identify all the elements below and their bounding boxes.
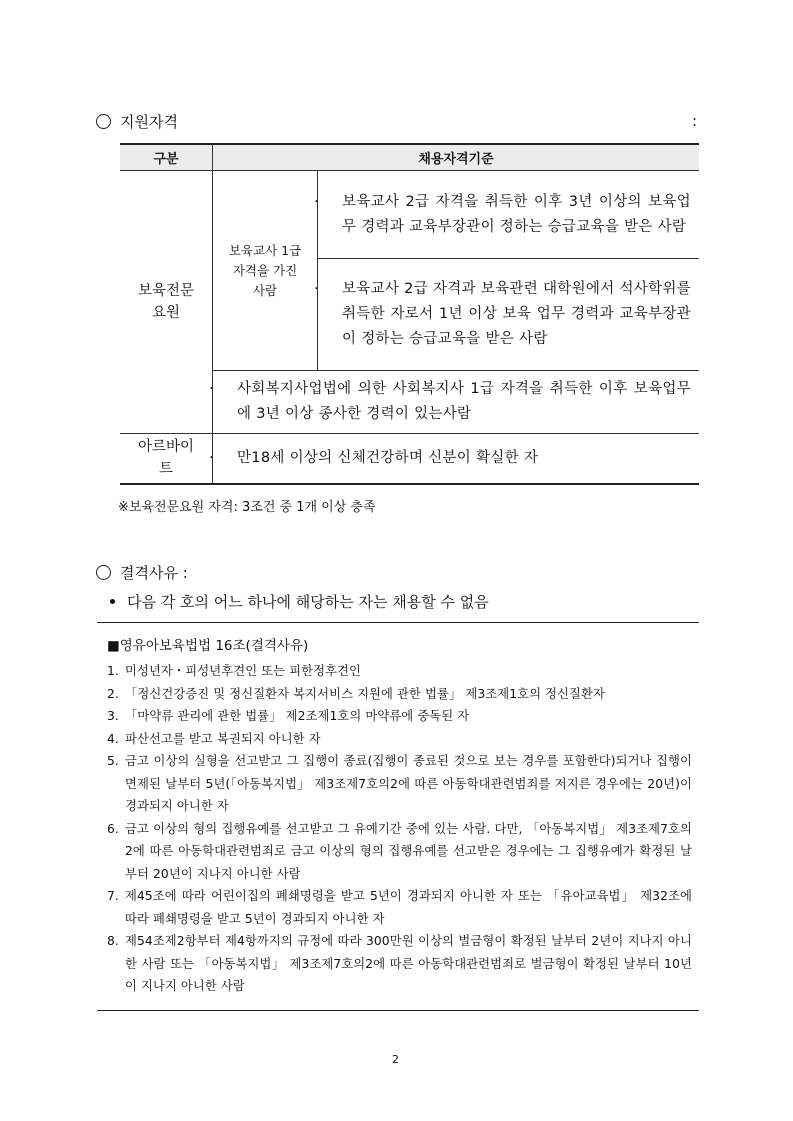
- circle-bullet-icon: [96, 565, 111, 580]
- disqualification-lead: [98, 591, 489, 612]
- lead-text: 다음 각 호의 어느 하나에 해당하는 자는 채용할 수 없음: [127, 593, 489, 611]
- item-text: 파산선고를 받고 복권되지 아니한 자: [125, 731, 321, 746]
- section-title: 결격사유 :: [120, 564, 188, 582]
- list-item: [107, 818, 692, 886]
- list-item: [107, 705, 692, 728]
- page-number: 2: [392, 1053, 399, 1066]
- list-item: [107, 885, 692, 930]
- section-heading-qualifications: [96, 111, 178, 132]
- category-label: 아르바이트: [137, 439, 195, 478]
- item-number: 3.: [107, 709, 119, 723]
- qualification-table: [120, 143, 699, 485]
- item-text: 「마약류 관리에 관한 법률」 제2조제1호의 마약류에 중독된 자: [125, 709, 470, 723]
- criteria-cell: [209, 434, 700, 484]
- item-number: 1.: [107, 664, 119, 678]
- item-number: 7.: [107, 889, 119, 903]
- item-text: 「정신건강증진 및 정신질환자 복지서비스 지원에 관한 법률」 제3조제1호의 정신질환자: [125, 686, 605, 701]
- list-item: [107, 683, 692, 706]
- section-heading-disqualifications: [96, 562, 188, 583]
- criteria-cell: [314, 171, 700, 259]
- box-bottom-rule: [97, 1010, 699, 1011]
- qualification-note: ※보육전문요원 자격: 3조건 중 1개 이상 충족: [118, 500, 376, 515]
- sub-category-cell: [213, 171, 318, 371]
- criteria-cell: [314, 259, 700, 371]
- item-number: 2.: [107, 686, 119, 701]
- category-cell: [120, 434, 213, 484]
- list-item: [107, 750, 692, 818]
- box-top-rule: [97, 622, 699, 623]
- category-cell: [120, 171, 213, 434]
- criteria-text: 사회복지사업법에 의한 사회복지사 1급 자격을 취득한 이후 보육업무에 3년 이상 종사한 경력이 있는사람: [237, 381, 691, 422]
- table-header-row: [120, 144, 699, 171]
- item-text: 금고 이상의 실형을 선고받고 그 집행이 종료(집행이 종료된 것으로 보는 경우를 포함한다)되거나 집행이 면제된 날부터 5년(「아동복지법」 제3조제7호의2에 따른 아동학대관련범죄를 저지른 경우에는 20년)이 경과되지 아니한 자: [125, 754, 692, 813]
- item-text: 금고 이상의 형의 집행유예를 선고받고 그 유예기간 중에 있는 사람. 다만, 「아동복지법」 제3조제7호의2에 따른 아동학대관련범죄로 금고 이상의 형의 집행유예를 선고받은 경우에는 그 집행유예가 확정된 날부터 20년이 지나지 아니한 사람: [125, 821, 692, 881]
- table-row: [120, 171, 699, 259]
- bullet-dot: ·: [209, 449, 214, 466]
- item-text: 제54조제2항부터 제4항까지의 규정에 따라 300만원 이상의 벌금형이 확정된 날부터 2년이 지나지 아니한 사람 또는 「아동복지법」 제3조제7호의2에 따른 아동학대관련범죄로 벌금형이 확정된 날부터 10년이 지나지 아니한 사람: [125, 934, 692, 993]
- category-label: 보육전문 요원: [137, 283, 195, 321]
- item-number: 5.: [107, 754, 119, 768]
- section-title: 지원자격: [120, 113, 178, 131]
- item-number: 4.: [107, 731, 119, 746]
- bullet-dot: ·: [314, 193, 319, 210]
- list-item: [107, 728, 692, 751]
- bullet-dot: ·: [314, 281, 319, 297]
- item-number: 6.: [107, 821, 119, 836]
- item-text: 제45조에 따라 어린이집의 폐쇄명령을 받고 5년이 경과되지 아니한 자 또는 「유아교육법」 제32조에 따라 폐쇄명령을 받고 5년이 경과되지 아니한 자: [125, 889, 692, 926]
- criteria-text: 보육교사 2급 자격을 취득한 이후 3년 이상의 보육업무 경력과 교육부장관이 정하는 승급교육을 받은 사람: [342, 193, 691, 235]
- list-item: [107, 660, 692, 683]
- law-title: ■영유아보육법법 16조(결격사유): [107, 638, 309, 654]
- bullet-dot: ·: [209, 381, 214, 397]
- criteria-cell: [209, 371, 700, 434]
- item-text: 미성년자・피성년후견인 또는 피한정후견인: [125, 664, 362, 678]
- list-item: [107, 930, 692, 998]
- section-colon: :: [692, 112, 698, 130]
- table-row: [120, 434, 699, 484]
- circle-bullet-icon: [96, 114, 111, 129]
- header-criteria: 채용자격기준: [213, 144, 700, 171]
- header-category: 구분: [120, 144, 213, 171]
- item-number: 8.: [107, 934, 119, 948]
- disqualification-list: [107, 660, 692, 998]
- criteria-text: 보육교사 2급 자격과 보육관련 대학원에서 석사학위를 취득한 자로서 1년 이상 보육 업무 경력과 교육부장관이 정하는 승급교육을 받은 사람: [342, 281, 691, 347]
- criteria-text: 만18세 이상의 신체건강하며 신분이 확실한 자: [237, 449, 539, 466]
- bullet-icon: [110, 599, 115, 604]
- sub-category-label: 보육교사 1급 자격을 가진 사람: [228, 242, 302, 298]
